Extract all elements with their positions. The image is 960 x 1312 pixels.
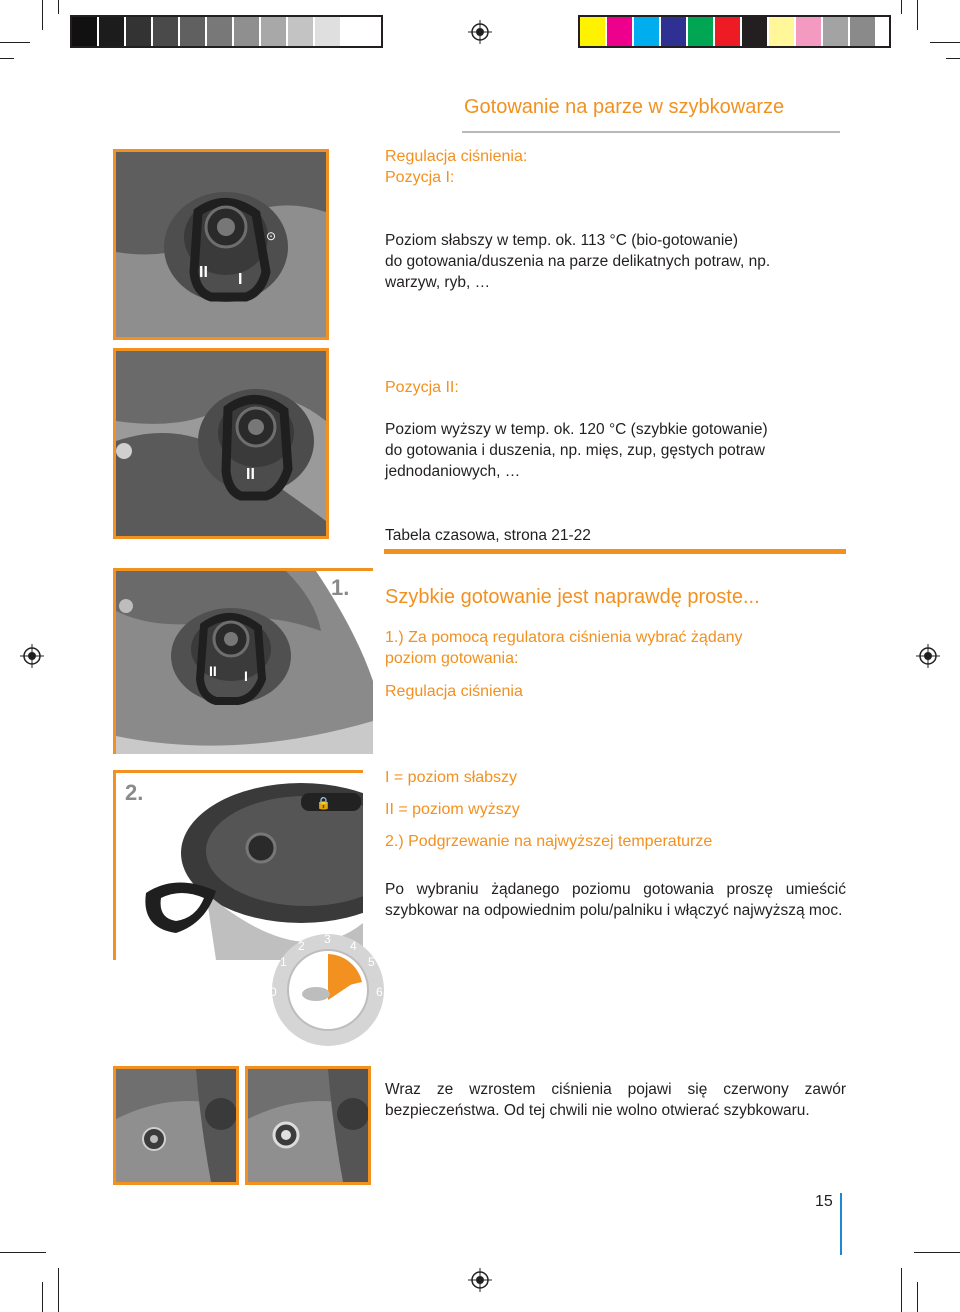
svg-text:I: I — [244, 668, 248, 684]
process-color-bar — [578, 15, 891, 48]
registration-mark-icon — [20, 644, 44, 668]
section-divider — [384, 549, 846, 554]
dial-number-6: 6 — [376, 985, 383, 999]
dial-number-5: 5 — [368, 955, 375, 969]
section-title: Szybkie gotowanie jest naprawdę proste... — [385, 586, 760, 608]
registration-mark-icon — [916, 644, 940, 668]
dial-number-3: 3 — [324, 932, 331, 946]
process-swatch — [715, 17, 742, 46]
process-swatch — [850, 17, 877, 46]
position-2-line-2: do gotowania i duszenia, np. mięs, zup, gęstych potraw — [385, 442, 765, 459]
position-2-line-1: Poziom wyższy w temp. ok. 120 °C (szybkie gotowanie) — [385, 421, 768, 438]
process-swatch — [742, 17, 769, 46]
pressure-regulation-label: Regulacja ciśnienia — [385, 683, 523, 700]
step-2-heading: 2.) Podgrzewanie na najwyższej temperaturze — [385, 833, 713, 850]
registration-mark-icon — [468, 1268, 492, 1292]
process-swatch — [580, 17, 607, 46]
process-swatch — [688, 17, 715, 46]
step-1-line-2: poziom gotowania: — [385, 650, 519, 667]
gray-swatch — [180, 17, 207, 46]
step-2-body: Po wybraniu żądanego poziomu gotowania proszę umieścić szybkowar na odpowiednim polu/palniku i włączyć najwyższą moc. — [385, 881, 846, 919]
position-2-heading: Pozycja II: — [385, 379, 459, 396]
safety-valve-body: Wraz ze wzrostem ciśnienia pojawi się czerwony zawór bezpieczeństwa. Od tej chwili nie wolno otwierać szybkowaru. — [385, 1081, 846, 1119]
grayscale-color-bar — [70, 15, 383, 48]
figure-number-2: 2. — [125, 780, 144, 805]
svg-text:II: II — [246, 466, 255, 483]
svg-text:I: I — [238, 271, 243, 288]
gray-swatch — [234, 17, 261, 46]
photo-regulator-position-1 — [113, 149, 329, 340]
position-2-line-3: jednodaniowych, … — [385, 463, 521, 480]
photo-safety-valve-up — [245, 1066, 371, 1185]
process-swatch — [796, 17, 823, 46]
process-swatch — [661, 17, 688, 46]
process-swatch — [769, 17, 796, 46]
dial-number-1: 1 — [280, 955, 287, 969]
gray-swatch — [99, 17, 126, 46]
position-1-line-2: do gotowania/duszenia na parze delikatnych potraw, np. — [385, 253, 771, 270]
dial-number-0: 0 — [270, 985, 277, 999]
gray-swatch — [207, 17, 234, 46]
photo-regulator-position-2 — [113, 348, 329, 539]
pressure-regulation-heading: Regulacja ciśnienia: — [385, 148, 528, 165]
gray-swatch — [342, 17, 369, 46]
process-swatch — [607, 17, 634, 46]
position-1-line-1: Poziom słabszy w temp. ok. 113 °C (bio-gotowanie) — [385, 232, 739, 249]
dial-number-4: 4 — [350, 939, 357, 953]
stove-dial-diagram — [258, 930, 398, 1060]
process-swatch — [823, 17, 850, 46]
header-rule — [462, 131, 840, 133]
dial-number-2: 2 — [298, 939, 305, 953]
svg-text:⊙: ⊙ — [266, 229, 277, 243]
time-table-reference: Tabela czasowa, strona 21-22 — [385, 527, 591, 544]
photo-safety-valve-down — [113, 1066, 239, 1185]
gray-swatch — [72, 17, 99, 46]
gray-swatch — [261, 17, 288, 46]
figure-number-1: 1. — [331, 575, 350, 600]
page-number: 15 — [815, 1193, 833, 1210]
level-2-label: II = poziom wyższy — [385, 801, 520, 818]
gray-swatch — [315, 17, 342, 46]
registration-mark-icon — [468, 20, 492, 44]
svg-text:🔒: 🔒 — [316, 796, 331, 810]
svg-text:II: II — [199, 264, 208, 281]
gray-swatch — [288, 17, 315, 46]
gray-swatch — [126, 17, 153, 46]
position-1-line-3: warzyw, ryb, … — [385, 274, 491, 291]
page-number-rule — [840, 1193, 842, 1255]
level-1-label: I = poziom słabszy — [385, 769, 518, 786]
step-1-line-1: 1.) Za pomocą regulatora ciśnienia wybrać żądany — [385, 629, 743, 646]
process-swatch — [634, 17, 661, 46]
page-header-title: Gotowanie na parze w szybkowarze — [464, 96, 785, 118]
gray-swatch — [153, 17, 180, 46]
position-1-heading: Pozycja I: — [385, 169, 455, 186]
svg-text:II: II — [209, 663, 217, 679]
